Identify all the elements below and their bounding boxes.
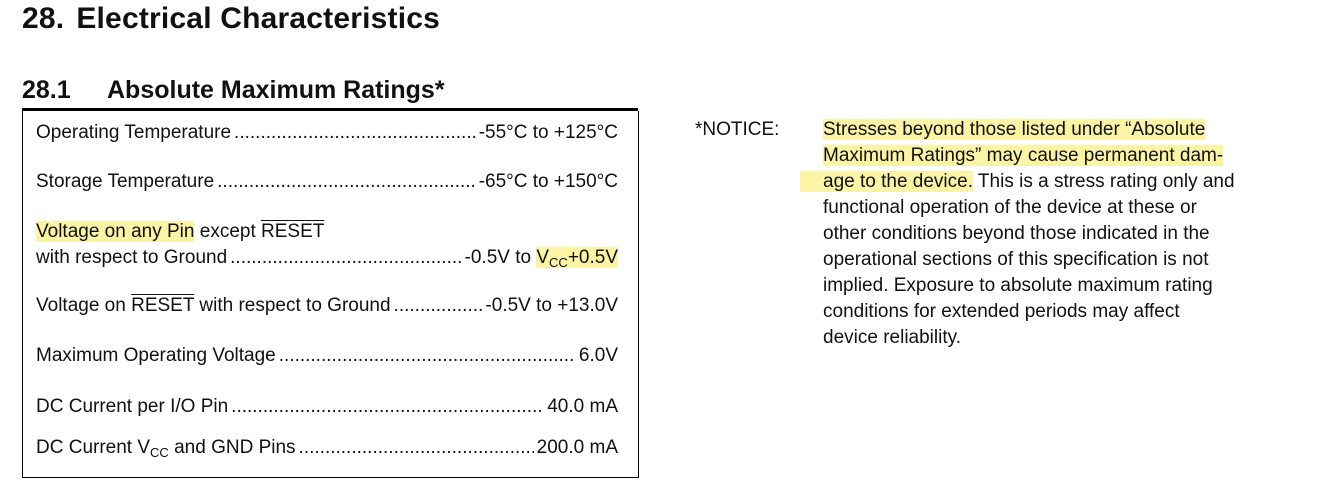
rating-value: 6.0V <box>578 345 618 366</box>
reset-signal: RESET <box>261 221 325 242</box>
leader-dots <box>279 344 576 368</box>
rating-label: Maximum Operating Voltage <box>36 345 276 366</box>
notice-line: conditions for extended periods may affect <box>823 301 1180 322</box>
section-title: Electrical Characteristics <box>76 2 441 35</box>
notice-line: device reliability. <box>823 327 961 348</box>
reset-signal: RESET <box>131 295 195 316</box>
notice-text-part: This is a stress rating only and <box>973 171 1235 192</box>
rating-value: -65°C to +150°C <box>478 171 618 192</box>
rating-value: 40.0 mA <box>547 396 618 417</box>
subsection-title: Absolute Maximum Ratings* <box>107 76 445 104</box>
notice-line: operational sections of this specification is not <box>823 249 1209 270</box>
rating-row-dc-current-io <box>36 395 618 419</box>
notice-tag: *NOTICE: <box>695 119 780 140</box>
rating-value: -55°C to +125°C <box>478 122 618 143</box>
value-part: to <box>515 247 537 268</box>
section-heading <box>22 2 440 36</box>
leader-dots <box>230 246 461 270</box>
highlighted-text: Stresses beyond those listed under “Absolute <box>823 119 1206 140</box>
subscript: CC <box>549 255 568 270</box>
rating-value <box>465 246 618 270</box>
rating-label <box>36 294 391 318</box>
subscript: CC <box>150 445 169 460</box>
highlighted-text: Voltage on any Pin <box>36 221 195 242</box>
notice-text <box>823 117 1293 351</box>
leader-dots <box>394 294 483 318</box>
leader-dots <box>299 436 534 460</box>
notice-line: other conditions beyond those indicated in the <box>823 223 1210 244</box>
rating-row-voltage-reset <box>36 294 618 318</box>
leader-dots <box>231 395 544 419</box>
rating-label-part: except <box>194 221 262 242</box>
notice-line <box>823 143 1293 169</box>
leader-dots <box>217 170 476 194</box>
notice-line <box>800 169 1293 195</box>
highlighted-text: age to the device. <box>800 171 973 192</box>
rating-row-max-operating-voltage <box>36 344 618 368</box>
rating-label-line2: with respect to Ground <box>36 247 228 268</box>
value-part: +0.5V <box>567 247 618 268</box>
rating-row-operating-temperature <box>36 121 618 145</box>
rating-value: 200.0 mA <box>536 437 618 458</box>
rating-label: Operating Temperature <box>36 122 232 143</box>
section-number: 28. <box>22 2 65 35</box>
rating-value: -0.5V to +13.0V <box>485 295 618 316</box>
rating-row-storage-temperature <box>36 170 618 194</box>
rating-row-voltage-any-pin <box>36 220 618 270</box>
rating-label <box>36 436 296 460</box>
rating-row-dc-current-vcc-gnd <box>36 436 618 460</box>
rating-label-part: with respect to Ground <box>194 295 391 316</box>
highlighted-text: Maximum Ratings” may cause permanent dam- <box>823 145 1224 166</box>
leader-dots <box>234 121 476 145</box>
highlighted-text <box>536 247 618 268</box>
rating-label: Storage Temperature <box>36 171 215 192</box>
value-part: V <box>536 247 550 268</box>
rating-label: DC Current per I/O Pin <box>36 396 229 417</box>
notice-line: implied. Exposure to absolute maximum rating <box>823 275 1213 296</box>
rating-label-line1 <box>36 220 324 244</box>
notice-line: functional operation of the device at these or <box>823 197 1197 218</box>
subsection-heading <box>22 76 445 105</box>
subsection-number: 28.1 <box>22 76 71 104</box>
rating-label-part: DC Current V <box>36 437 151 458</box>
value-part: -0.5V <box>464 247 516 268</box>
rating-label-part: Voltage on <box>36 295 132 316</box>
rating-label-part: and GND Pins <box>168 437 296 458</box>
notice-line <box>823 117 1293 143</box>
